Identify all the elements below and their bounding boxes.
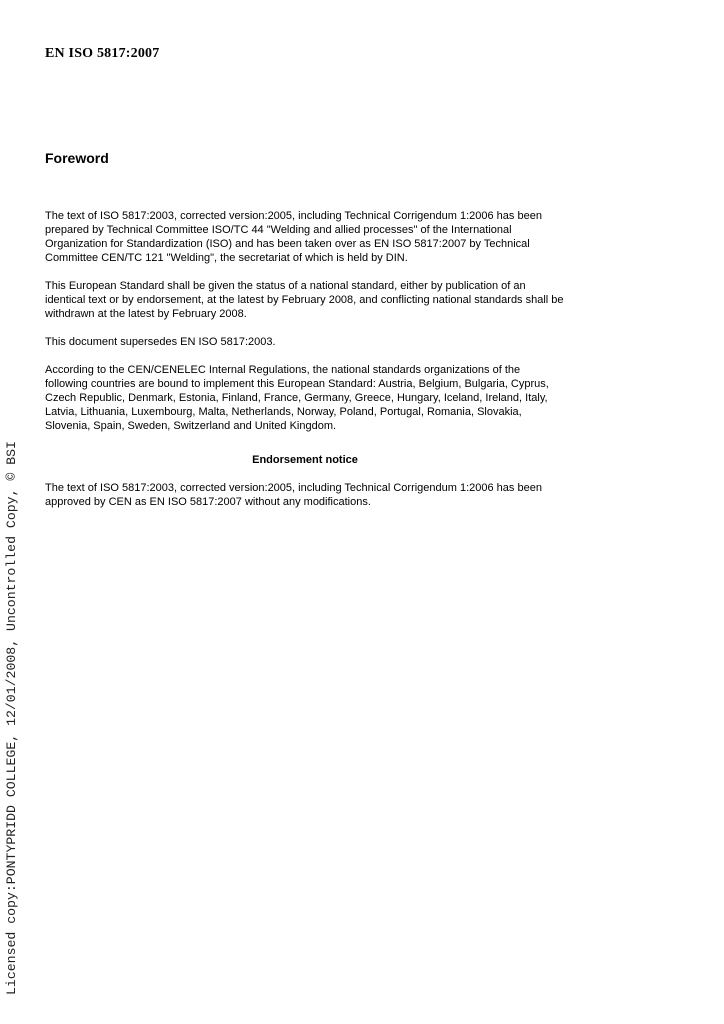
endorsement-heading: Endorsement notice [252, 454, 358, 466]
endorsement-paragraph: The text of ISO 5817:2003, corrected version:2005, including Technical Corrigendum 1:2006 has been approved by CEN as EN ISO 5817:2007 without any modifications. [45, 482, 542, 508]
foreword-paragraph-status: This European Standard shall be given the status of a national standard, either by publication of an identical text or by endorsement, at the latest by February 2008, and conflicting national standards shall be withdrawn at the latest by February 2008. [45, 280, 564, 320]
document-header-id: EN ISO 5817:2007 [45, 46, 160, 61]
foreword-body [45, 209, 565, 523]
foreword-paragraph-supersedes: This document supersedes EN ISO 5817:2003. [45, 336, 276, 348]
foreword-paragraph-preparation: The text of ISO 5817:2003, corrected version:2005, including Technical Corrigendum 1:2006 has been prepared by Technical Committee ISO/TC 44 "Welding and allied processes" of the International Organization for Standardization (ISO) and has been taken over as EN ISO 5817:2007 by Technical Committee CEN/TC 121 "Welding", the secretariat of which is held by DIN. [45, 210, 542, 264]
foreword-heading: Foreword [45, 150, 109, 166]
license-watermark: Licensed copy:PONTYPRIDD COLLEGE, 12/01/2008, Uncontrolled Copy, © BSI [4, 441, 19, 995]
foreword-paragraph-countries: According to the CEN/CENELEC Internal Regulations, the national standards organizations of the following countries are bound to implement this European Standard: Austria, Belgium, Bulgaria, Cyprus, Czech Republic, Denmark, Estonia, Finland, France, Germany, Greece, Hungary, Iceland, Ireland, Italy, Latvia, Lithuania, Luxembourg, Malta, Netherlands, Norway, Poland, Portugal, Romania, Slovakia, Slovenia, Spain, Sweden, Switzerland and United Kingdom. [45, 364, 549, 432]
